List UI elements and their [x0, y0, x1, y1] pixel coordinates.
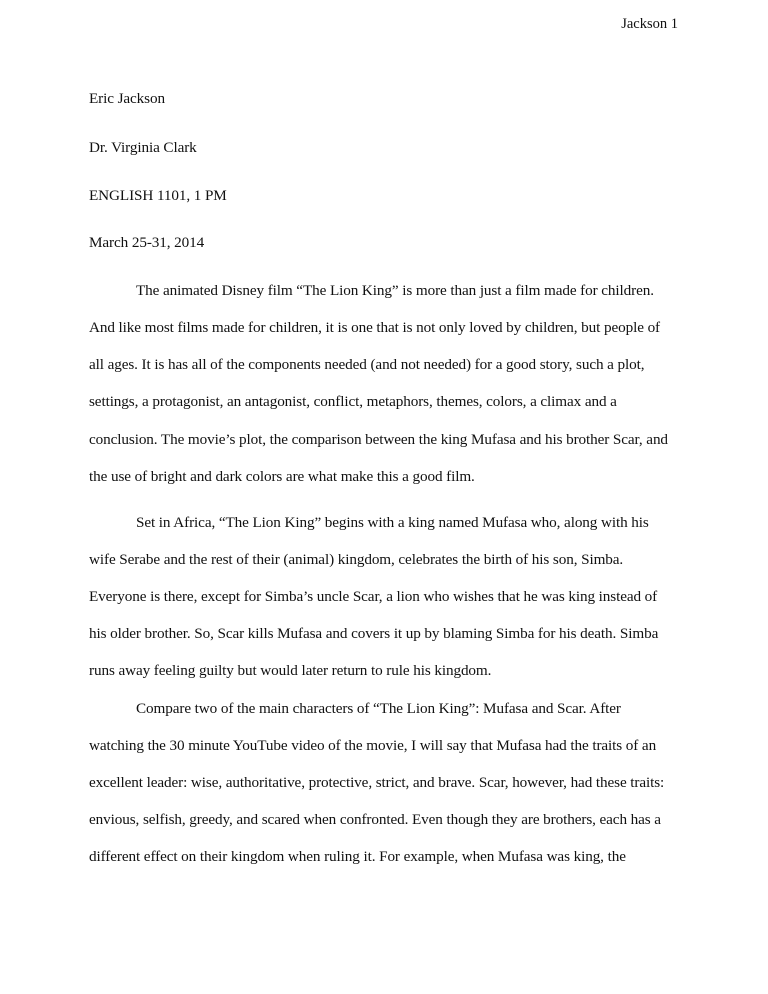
paragraph-line: runs away feeling guilty but would later return to rule his kingdom. [89, 662, 492, 679]
paragraph-line: Everyone is there, except for Simba’s uncle Scar, a lion who wishes that he was king instead of [89, 588, 658, 605]
paragraph-line: Set in Africa, “The Lion King” begins with a king named Mufasa who, along with his [136, 514, 649, 531]
paragraph-line: excellent leader: wise, authoritative, protective, strict, and brave. Scar, however, had these traits: [89, 774, 665, 791]
paragraph-line: And like most films made for children, it is one that is not only loved by children, but people of [89, 319, 661, 336]
date: March 25-31, 2014 [89, 234, 205, 251]
paragraph-line: his older brother. So, Scar kills Mufasa and covers it up by blaming Simba for his death. Simba [89, 625, 659, 642]
paragraph-line: conclusion. The movie’s plot, the comparison between the king Mufasa and his brother Scar, and [89, 431, 668, 448]
student-name: Eric Jackson [89, 90, 165, 107]
running-header: Jackson 1 [621, 16, 678, 32]
paragraph-line: Compare two of the main characters of “The Lion King”: Mufasa and Scar. After [136, 700, 621, 717]
course-info: ENGLISH 1101, 1 PM [89, 187, 227, 204]
paragraph-line: different effect on their kingdom when ruling it. For example, when Mufasa was king, the [89, 848, 626, 865]
paragraph-line: watching the 30 minute YouTube video of the movie, I will say that Mufasa had the traits of an [89, 737, 657, 754]
paragraph-line: wife Serabe and the rest of their (animal) kingdom, celebrates the birth of his son, Simba. [89, 551, 624, 568]
instructor-name: Dr. Virginia Clark [89, 139, 197, 156]
paragraph-line: envious, selfish, greedy, and scared when confronted. Even though they are brothers, each has a [89, 811, 661, 828]
paragraph-line: the use of bright and dark colors are what make this a good film. [89, 468, 475, 485]
paragraph-line: all ages. It is has all of the components needed (and not needed) for a good story, such a plot, [89, 356, 645, 373]
paragraph-line: The animated Disney film “The Lion King” is more than just a film made for children. [136, 282, 654, 299]
paragraph-line: settings, a protagonist, an antagonist, conflict, metaphors, themes, colors, a climax and a [89, 393, 617, 410]
